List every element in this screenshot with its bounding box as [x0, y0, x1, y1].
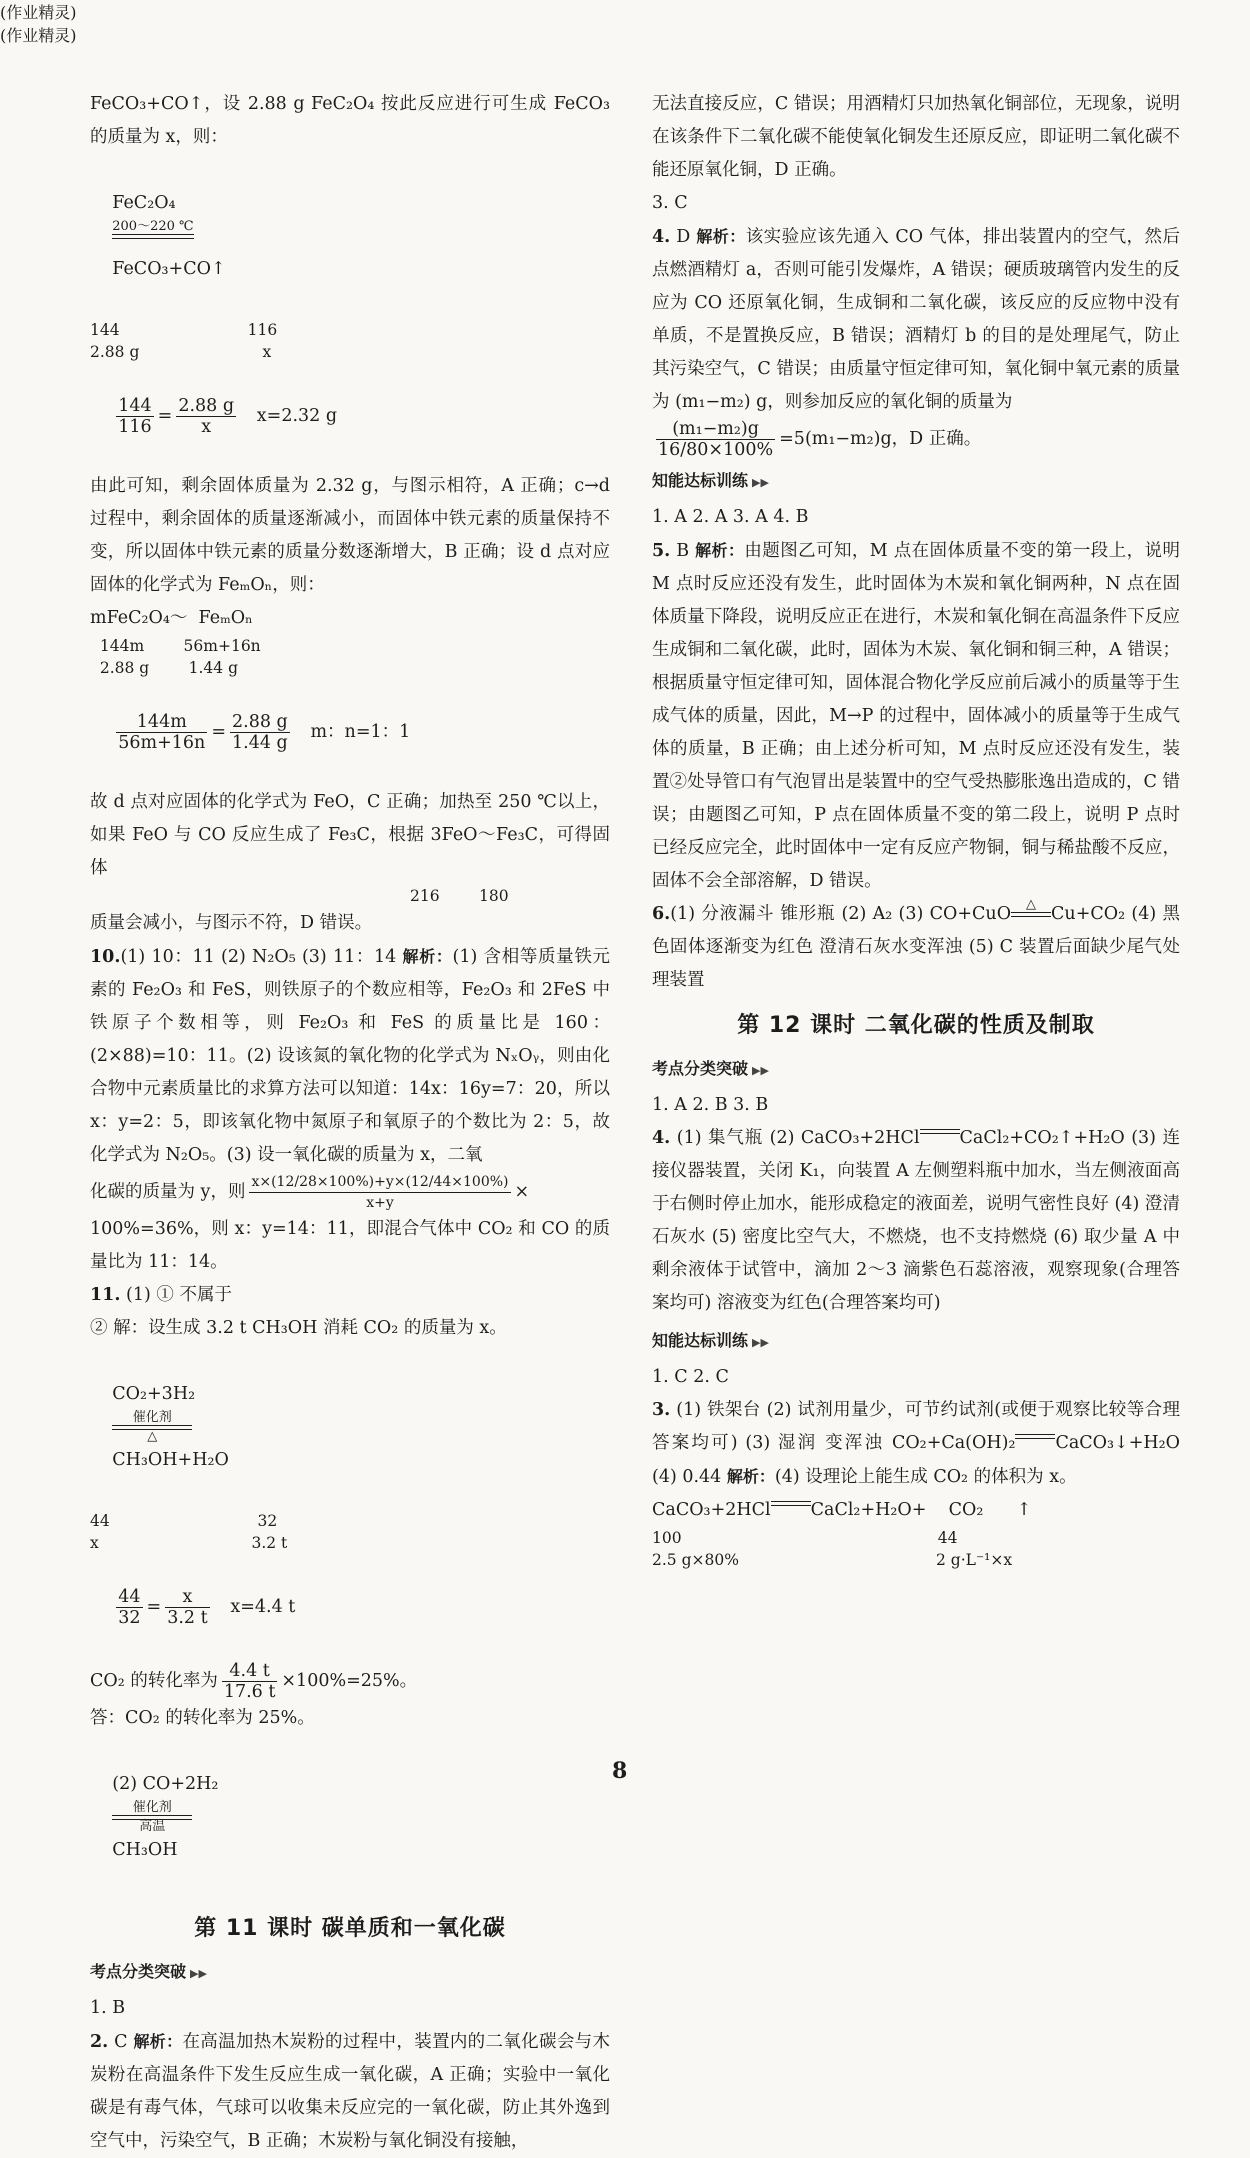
paragraph: 100%=36%，则 x：y=14：11，即混合气体中 CO₂ 和 CO 的质量比为 11：14。 — [90, 1219, 610, 1272]
paragraph: 无法直接反应，C 错误；用酒精灯只加热氧化铜部位，无现象，说明在该条件下二氧化碳不能使氧化铜发生还原反应，即证明二氧化碳不能还原氧化铜，D 正确。 — [652, 94, 1180, 180]
paragraph: 质量会减小，与图示不符，D 错误。 — [90, 913, 373, 933]
page-number: 8 — [612, 1758, 628, 1784]
answer-line: 1. B — [90, 1998, 126, 2018]
paragraph: 由此可知，剩余固体质量为 2.32 g，与图示相符，A 正确；c→d 过程中，剩余固体的质量逐渐减小，而固体中铁元素的质量保持不变，所以固体中铁元素的质量分数逐渐增大，B 正确；设 d 点对应固体的化学式为 FeₘOₙ，则： — [90, 476, 610, 595]
equation-5: CaCO₃+2HCl CaCl₂+H₂O+ CO₂ ↑ — [652, 1500, 1032, 1520]
answer-line: 1. A 2. A 3. A 4. B — [652, 507, 809, 527]
proportion: $\frac{144m}{56m+16n}$ = $\frac{2.88 g}{1.44 g}$ m：n=1：1 — [118, 712, 411, 753]
question-4: 4. D 解析：该实验应该先通入 CO 气体，排出装置内的空气，然后点燃酒精灯 a，否则可能引发爆炸，A 错误；硬质玻璃管内发生的反应为 CO 还原氧化铜，生成铜和二氧化碳，该反应的反应物中没有单质，不是置换反应，B 错误；酒精灯 b 的目的是处理尾气，防止其污染空气，C 错误；由质量守恒定律可知，氧化铜中氧元素的质量为 (m₁−m₂) g，则参加反应的氧化铜的质量为 — [652, 227, 1180, 412]
answer-line: 3. C — [652, 193, 688, 213]
arrow-icon: ▶▶ — [752, 476, 769, 489]
paragraph: 故 d 点对应固体的化学式为 FeO，C 正确；加热至 250 ℃以上，如果 FeO 与 CO 反应生成了 Fe₃C，根据 3FeO～Fe₃C，可得固体 — [90, 792, 610, 878]
question-4: 4. (1) 集气瓶 (2) CaCO₃+2HCl CaCl₂+CO₂↑+H₂O (3) 连接仪器装置，关闭 K₁，向装置 A 左侧塑料瓶中加水，当左侧液面高于右侧时停止加水，能形成稳定的液面差，说明气密性良好 (4) 澄清石灰水 (5) 密度比空气大，不燃烧，也不支持燃烧 (6) 取少量 A 中剩余液体于试管中，滴加 2～3 滴紫色石蕊溶液，观察现象(合理答案均可) 溶液变为红色(合理答案均可) — [652, 1128, 1180, 1313]
arrow-icon: ▶▶ — [752, 1336, 769, 1349]
proportion: $\frac{144}{116}$ = $\frac{2.88 g}{x}$ x=2.32 g — [118, 396, 338, 437]
equation-1: FeC₂O₄ 200～220 ℃ FeCO₃+CO↑ — [112, 193, 226, 279]
right-column — [652, 88, 1180, 1571]
equation-ratio: 44 32 — [90, 1512, 278, 1530]
paragraph: FeCO₃+CO↑，设 2.88 g FeC₂O₄ 按此反应进行可生成 FeCO₃ 的质量为 x，则： — [90, 94, 610, 147]
mass-fraction-equation: 化碳的质量为 y，则 $\frac{x\times(12/28\times 100\%)+y\times(12/44\times 100\%)}{x+y}$ × — [90, 1174, 530, 1211]
question-3: 3. (1) 铁架台 (2) 试剂用量少，可节约试剂(或便于观察比较等合理答案均可) (3) 湿润 变浑浊 CO₂+Ca(OH)₂ CaCO₃↓+H₂O (4) 0.44 解析：(4) 设理论上能生成 CO₂ 的体积为 x。 — [652, 1400, 1180, 1487]
left-column — [90, 88, 610, 2158]
question-5: 5. B 解析：由题图乙可知，M 点在固体质量不变的第一段上，说明 M 点时反应还没有发生，此时固体为木炭和氧化铜两种，N 点在固体质量下降段，说明反应正在进行，木炭和氧化铜在高温条件下反应生成铜和二氧化碳，此时，固体为木炭、氧化铜和铜三种，A 错误；根据质量守恒定律可知，固体混合物化学反应前后减小的质量等于生成气体的质量，因此，M→P 的过程中，固体减小的质量等于生成气体的质量，B 正确；由上述分析可知，M 点时反应还没有发生，装置②处导管口有气泡冒出是装置中的空气受热膨胀逸出造成的，C 错误；由题图乙可知，P 点在固体质量不变的第二段上，说明 P 点时已经反应完全，此时固体中一定有反应产物铜，铜与稀盐酸不反应，固体不会全部溶解，D 错误。 — [652, 541, 1180, 891]
equation-ratio: 100 44 — [652, 1529, 958, 1547]
equation-ratio: 2.88 g x — [90, 343, 272, 361]
conversion-rate: CO₂ 的转化率为 $\frac{4.4 t}{17.6 t}$ ×100%=25%。 — [90, 1661, 418, 1702]
ratio-note: 216 180 — [410, 887, 509, 905]
watermark: (作业精灵) — [0, 3, 77, 22]
question-10: 10.(1) 10：11 (2) N₂O₅ (3) 11：14 解析：(1) 含相等质量铁元素的 Fe₂O₃ 和 FeS，则铁原子的个数应相等，Fe₂O₃ 和 2FeS 中铁原子个数相等，则 Fe₂O₃ 和 FeS 的质量比是 160：(2×88)=10：11。(2) 设该氮的氧化物的化学式为 NₓOᵧ，则由化合物中元素质量比的求算方法可以知道：14x：16y=7：20，所以 x：y=2：5，即该氧化物中氮原子和氧原子的个数比为 2：5，故化学式为 N₂O₅。(3) 设一氧化碳的质量为 x，二氧 — [90, 947, 610, 1165]
arrow-icon: ▶▶ — [752, 1064, 769, 1077]
copper-oxide-mass: $\frac{\text{(m₁−m₂)g}}{16/80\times 100\%}$ =5(m₁−m₂)g，D 正确。 — [658, 419, 982, 460]
answer-line: 答：CO₂ 的转化率为 25%。 — [90, 1708, 315, 1728]
answer-line: 1. A 2. B 3. B — [652, 1095, 769, 1115]
question-2: 2. C 解析：在高温加热木炭粉的过程中，装置内的二氧化碳会与木炭粉在高温条件下发生反应生成一氧化碳，A 正确；实验中一氧化碳是有毒气体，气球可以收集未反应完的一氧化碳，防止其外逸到空气中，污染空气，B 正确；木炭粉与氧化铜没有接触， — [90, 2032, 610, 2151]
equation-3: CO₂+3H₂ 催化剂 △ CH₃OH+H₂O — [112, 1384, 229, 1470]
equation-4: (2) CO+2H₂ 催化剂 高温 CH₃OH — [112, 1774, 219, 1860]
paragraph: ② 解：设生成 3.2 t CH₃OH 消耗 CO₂ 的质量为 x。 — [90, 1318, 507, 1338]
equation-ratio: 2.88 g 1.44 g — [90, 659, 238, 677]
arrow-icon: ▶▶ — [190, 1967, 207, 1980]
equation-ratio: 144m 56m+16n — [90, 637, 261, 655]
section-heading: 考点分类突破 ▶▶ — [652, 1059, 769, 1078]
section-heading: 知能达标训练 ▶▶ — [652, 471, 769, 490]
lesson-11-title: 第 11 课时 碳单质和一氧化碳 — [194, 1916, 506, 1941]
watermark: (作业精灵) — [0, 26, 77, 45]
equation-ratio: 2.5 g×80% 2 g·L⁻¹×x — [652, 1551, 1013, 1569]
equation-ratio: 144 116 — [90, 321, 278, 339]
proportion: $\frac{44}{32}$ = $\frac{x}{3.2 t}$ x=4.4 t — [118, 1587, 296, 1628]
answer-line: 1. C 2. C — [652, 1367, 729, 1387]
lesson-12-title: 第 12 课时 二氧化碳的性质及制取 — [737, 1013, 1095, 1038]
section-heading: 知能达标训练 ▶▶ — [652, 1331, 769, 1350]
section-heading: 考点分类突破 ▶▶ — [90, 1962, 207, 1981]
question-6: 6.(1) 分液漏斗 锥形瓶 (2) A₂ (3) CO+CuO △ Cu+CO₂ (4) 黑色固体逐渐变为红色 澄清石灰水变浑浊 (5) C 装置后面缺少尾气处理装置 — [652, 897, 1180, 990]
equation-2: mFeC₂O₄～ FeₘOₙ — [90, 608, 253, 628]
question-11: 11. (1) ① 不属于 — [90, 1285, 232, 1305]
equation-ratio: x 3.2 t — [90, 1534, 288, 1552]
